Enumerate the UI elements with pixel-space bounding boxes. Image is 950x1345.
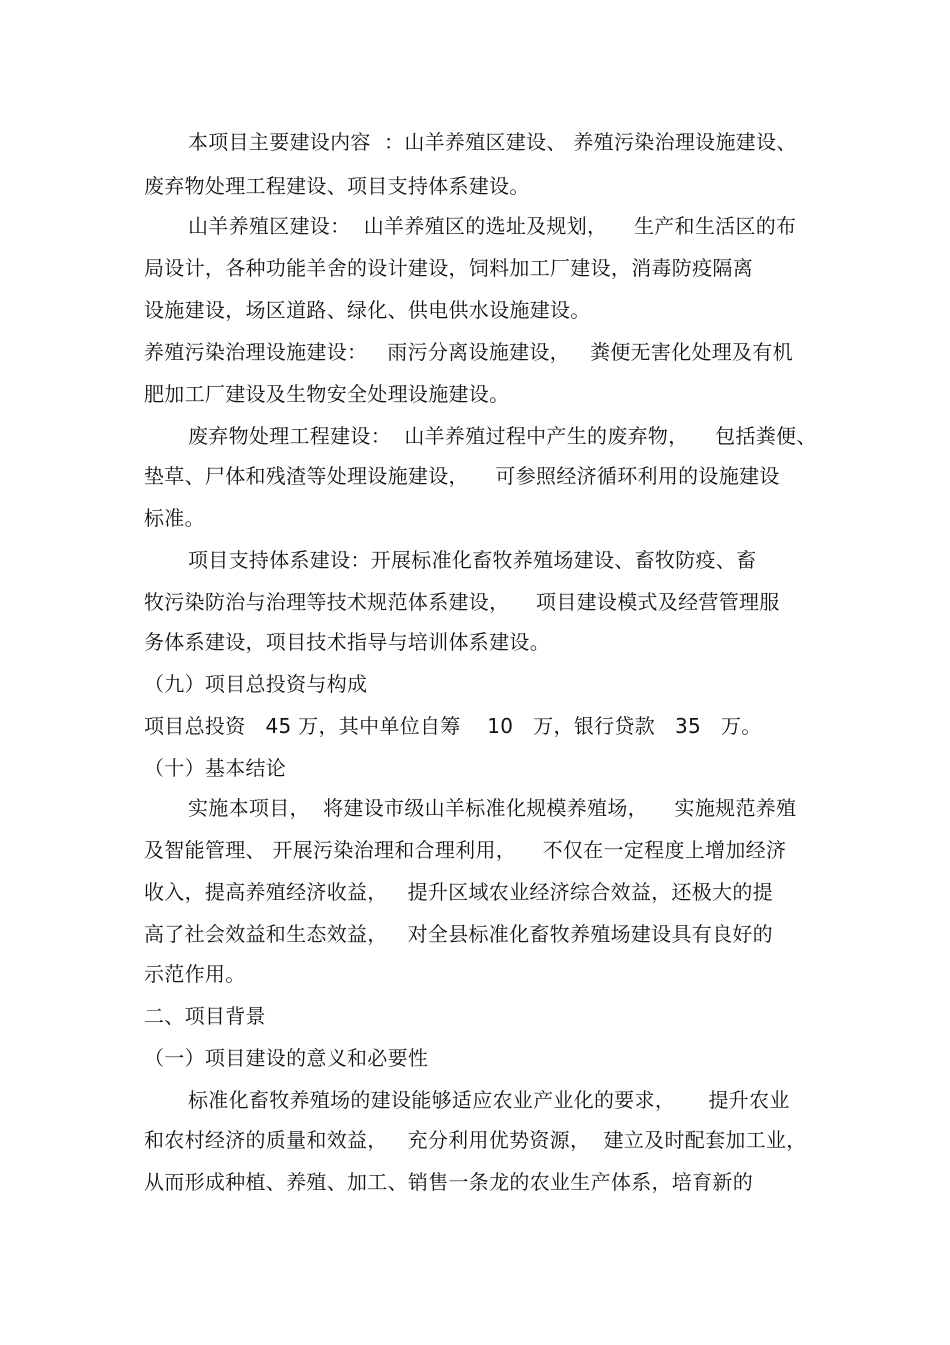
paragraph-line: 局设计，各种功能羊舍的设计建设，饲料加工厂建设，消毒防疫隔离 [144,256,753,280]
paragraph-line: 项目总投资 45 万，其中单位自筹 10 万，银行贷款 35 万。 [144,714,762,738]
paragraph-line: 实施本项目， 将建设市级山羊标准化规模养殖场， 实施规范养殖 [188,796,797,820]
paragraph-line: 设施建设，场区道路、绿化、供电供水设施建设。 [144,298,591,322]
paragraph-line: 本项目主要建设内容 ：山羊养殖区建设、 养殖污染治理设施建设、 [188,130,797,154]
paragraph-line: 标准化畜牧养殖场的建设能够适应农业产业化的要求， 提升农业 [188,1088,790,1112]
paragraph-line: 养殖污染治理设施建设： 雨污分离设施建设， 粪便无害化处理及有机 [144,340,793,364]
section-heading: （九）项目总投资与构成 [144,672,368,696]
paragraph-line: 牧污染防治与治理等技术规范体系建设， 项目建设模式及经营管理服 [144,590,780,614]
paragraph-line: 山羊养殖区建设： 山羊养殖区的选址及规划， 生产和生活区的布 [188,214,797,238]
paragraph-line: 项目支持体系建设：开展标准化畜牧养殖场建设、畜牧防疫、畜 [188,548,757,572]
paragraph-line: 高了社会效益和生态效益， 对全县标准化畜牧养殖场建设具有良好的 [144,922,773,946]
chapter-heading: 二、项目背景 [144,1004,266,1028]
paragraph-line: 垫草、尸体和残渣等处理设施建设， 可参照经济循环利用的设施建设 [144,464,780,488]
paragraph-line: 及智能管理、 开展污染治理和合理利用， 不仅在一定程度上增加经济 [144,838,787,862]
paragraph-line: 从而形成种植、养殖、加工、销售一条龙的农业生产体系，培育新的 [144,1170,753,1194]
section-heading: （十）基本结论 [144,756,287,780]
paragraph-line: 标准。 [144,506,205,530]
paragraph-line: 废弃物处理工程建设、项目支持体系建设。 [144,174,530,198]
paragraph-line: 肥加工厂建设及生物安全处理设施建设。 [144,382,510,406]
paragraph-line: 务体系建设，项目技术指导与培训体系建设。 [144,630,550,654]
section-heading: （一）项目建设的意义和必要性 [144,1046,429,1070]
paragraph-line: 废弃物处理工程建设： 山羊养殖过程中产生的废弃物， 包括粪便、 [188,424,817,448]
paragraph-line: 和农村经济的质量和效益， 充分利用优势资源， 建立及时配套加工业， [144,1128,807,1152]
paragraph-line: 收入，提高养殖经济收益， 提升区域农业经济综合效益，还极大的提 [144,880,773,904]
paragraph-line: 示范作用。 [144,962,246,986]
